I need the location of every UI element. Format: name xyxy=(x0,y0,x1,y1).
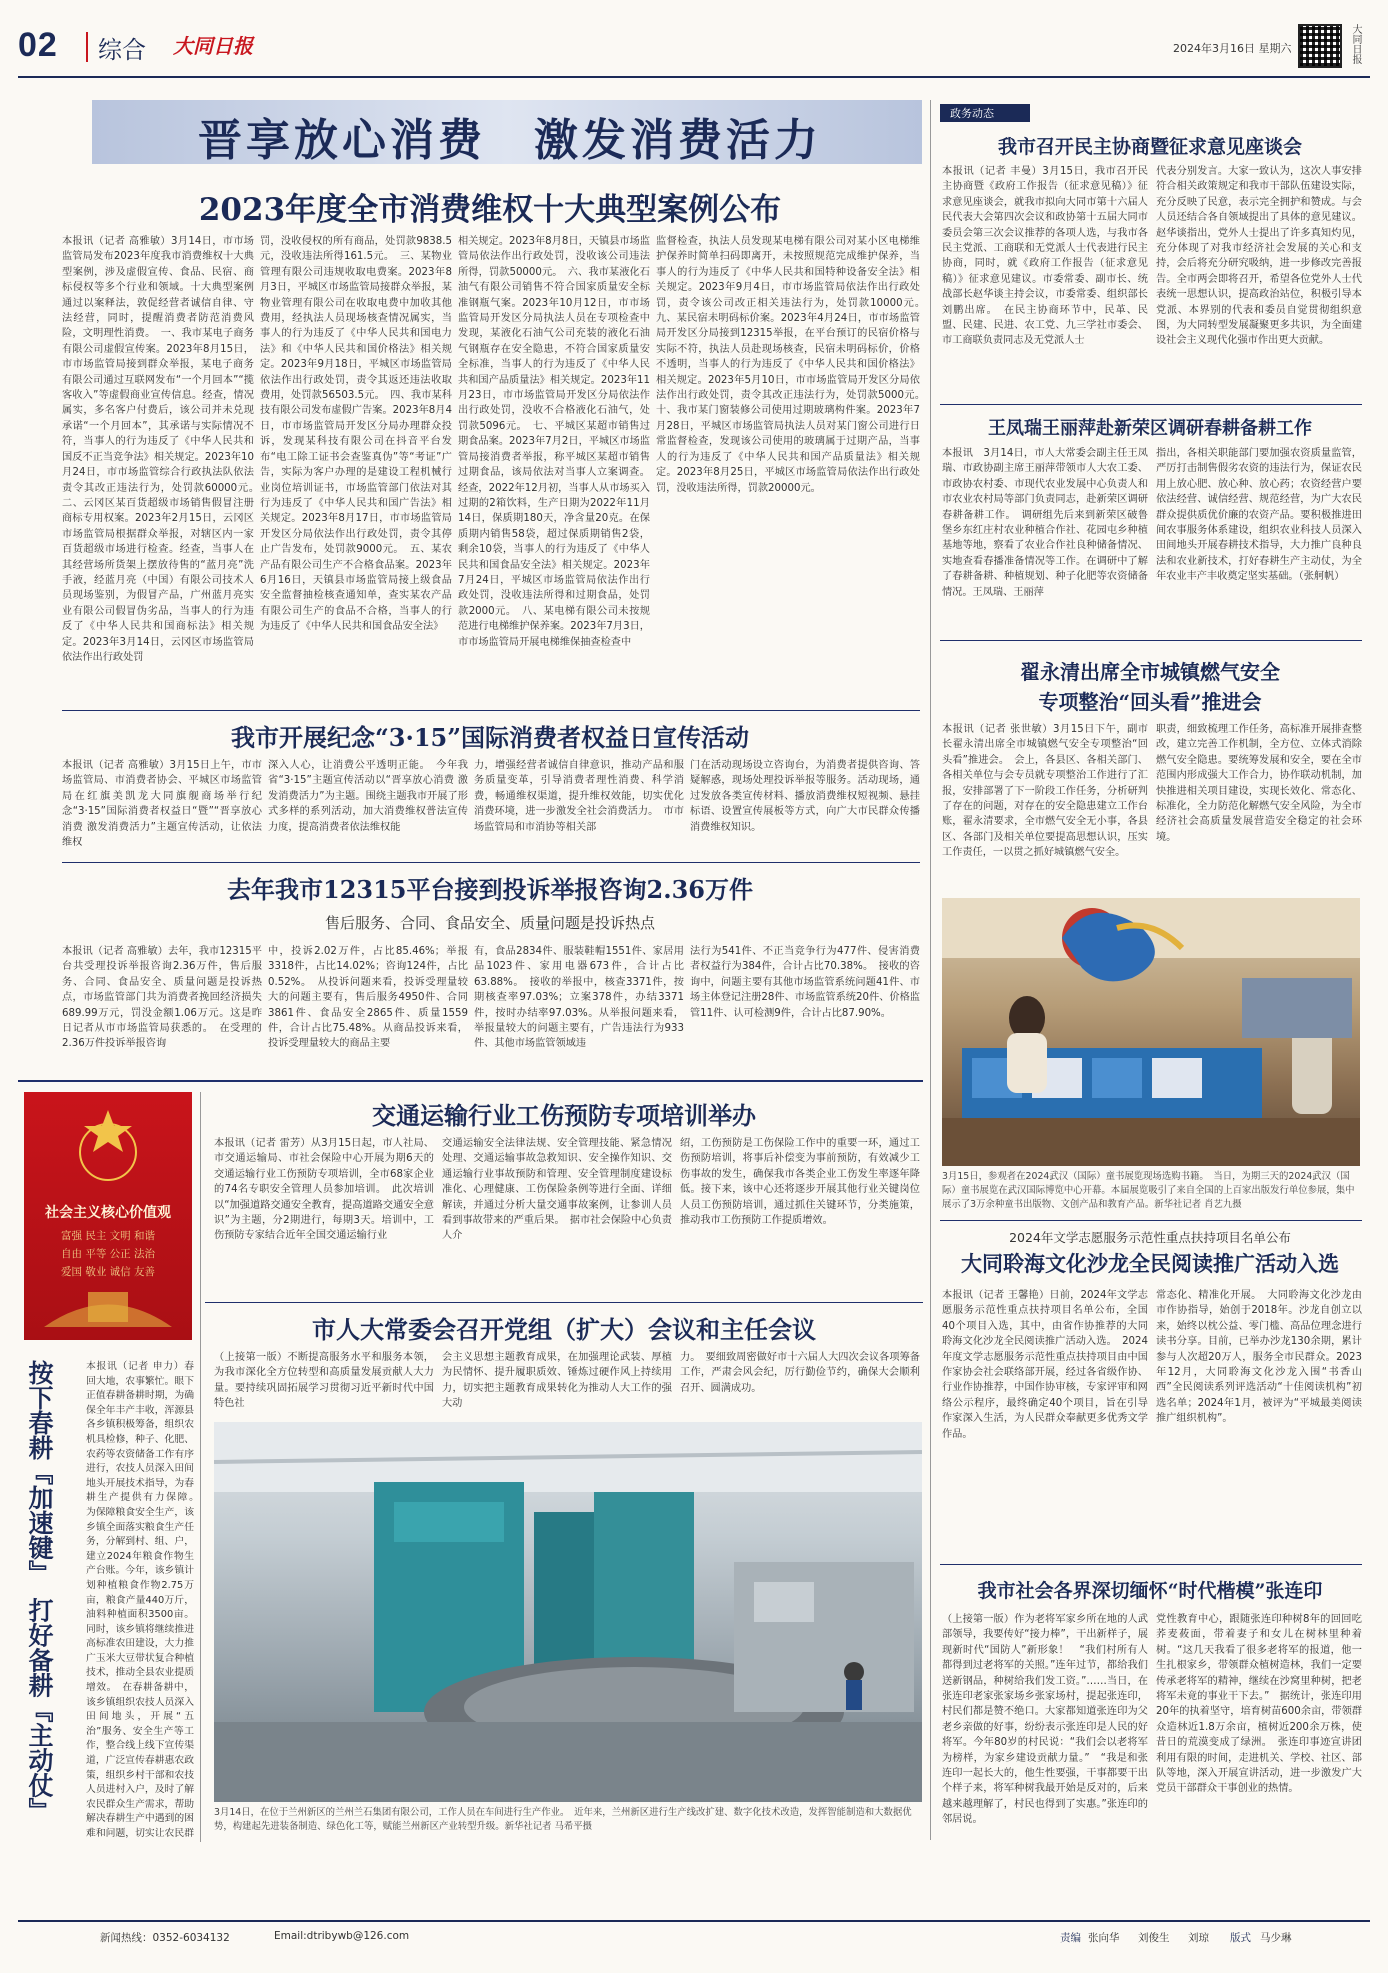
design-label: 版式 xyxy=(1230,1932,1251,1944)
footer-email: Email:dtribywb@126.com xyxy=(274,1930,410,1942)
banner-title: 晋享放心消费 激发消费活力 xyxy=(198,115,822,166)
art2-col-2: 深入人心，让消费公平透明正能。 今年我省“3·15”主题宣传活动以“晋享放心消费 激发消费活力”为主题。围绕主题我市开展了形式多样的系列活动，加大消费维权普法宣传力度，提高消费者依法维权能 xyxy=(268,760,468,833)
rside-a1-title: 我市召开民主协商暨征求意见座谈会 xyxy=(997,136,1302,158)
rside-a3-col-2: 职责，细致梳理工作任务，高标准开展排查整改，建立完善工作机制，全方位、立体式消除燃气安全隐患。要统筹发展和安全，要在全市范围内形成强大工作合力，协作联动机制，加快推进相关项目建设，实现长效化、常态化、标准化，全力防范化解燃气安全风险，为全市经济社会高质量发展营造安全稳定的社会环境。 xyxy=(1156,724,1362,843)
rside-a2-col-2: 指出，各相关职能部门要加强农资质量监管，严厉打击制售假劣农资的违法行为，保证农民用上放心肥、放心种、放心药；农资经营户要依法经营、诚信经营、规范经营，为广大农民群众提供质优价廉的农资产品。要积极推进田间农事服务体系建设，组织农业科技人员深入田间地头开展春耕技术指导，大力推广良种良法和农业新技术，打好春耕生产主动仗，为全年农业丰产丰收奠定坚实基础。（张舸帆） xyxy=(1156,448,1362,583)
art2-col-1: 本报讯（记者 高雅敏）3月15日上午，市市场监管局、市消费者协会、平城区市场监管局在红旗美凯龙大同旗舰商场举行纪念“3·15”国际消费者权益日“暨”“晋享放心消费 激发消费活力”主题宣传活动，让依法维权 xyxy=(62,760,262,849)
spring-plough-vertical-title: 按下春耕『加速键』 打好备耕『主动仗』 xyxy=(25,1360,54,1823)
art1-col-4: 监督检查，执法人员发现某电梯有限公司对某小区电梯维护保养时简单扫码即离开，未按照规范完成维护保养，当事人的行为违反了《中华人民共和国特种设备安全法》相关规定。2023年9月4日，市市场监管局依法作出行政处罚，责令该公司改正相关违法行为，处罚款10000元。 九、某民宿未明码标价案。2023年4月24日，市市场监管局开发区分局接到12315举报，在平台预订的民宿价格与实际不符，执法人员赴现场核查，民宿未明码标价，价格不透明，当事人的行为违反了《中华人民共和国价格法》相关规定。2023年5月10日，市市场监管局开发区分局依法作出行政处罚，责令其改正违法行为，处罚款5000元。 十、我市某门窗装修公司使用过期玻璃构件案。2023年7月28日，平城区市场监管局执法人员对某门窗公司进行日常监督检查，发现该公司使用的玻璃属于过期产品，当事人的行为违反了《中华人民共和国产品质量法》相关规定。2023年8月25日，平城区市场监管局依法作出行政处罚，没收违法所得，罚款20000元。 xyxy=(656,236,920,494)
core-values-line-2: 自由 平等 公正 法治 xyxy=(60,1248,155,1260)
bookfair-photo xyxy=(942,898,1360,1166)
paper-logo: 大同日报 xyxy=(173,34,253,58)
art6-col-3: 绍，工伤预防是工伤保险工作中的重要一环，通过工伤预防培训，将事后补偿变为事前预防，有效减少工伤事故的发生，确保我市各类企业工伤发生率逐年降低。接下来，该中心还将逐步开展其他行业关键岗位人员工伤预防培训，通过抓住关键环节，分类施策，推动我市工伤预防工作提质增效。 xyxy=(680,1138,920,1227)
art1-col-3: 相关规定。2023年8月8日，天镇县市场监管局依法作出行政处罚，没收该公司违法所得，罚款50000元。 六、我市某液化石油气有限公司销售不符合国家质量安全标准钢瓶气案。2023年10月12日，市市场监管局开发区分局执法人员在专项检查中发现，某液化石油气公司充装的液化石油气钢瓶存在安全隐患，不符合国家质量安全标准，当事人的行为违反了《中华人民共和国产品质量法》相关规定。2023年11月23日，市市场监管局开发区分局依法作出行政处罚，没收不合格液化石油气，处罚款5096元。 七、平城区某超市销售过期食品案。2023年7月2日，平城区市场监管局接消费者举报，称平城区某超市销售过期食品，该局依法对当事人立案调查。经查，2022年12月初，当事人从市场买入过期的2箱饮料，生产日期为2022年11月14日，保质期180天，净含量20克。在保质期内销售58袋，超过保质期销售2袋，剩余10袋，当事人的行为违反了《中华人民共和国食品安全法》相关规定。2023年7月24日，平城区市场监管局依法作出行政处罚，没收违法所得和过期食品，处罚款2000元。 八、某电梯有限公司未按规范进行电梯维护保养案。2023年7月3日，市市场监管局开展电梯维保抽查检查中 xyxy=(458,236,650,648)
art7-col-3: 力。 要细致周密做好市十六届人大四次会议各项筹备工作，严肃会风会纪，厉行勤俭节约，确保大会顺利召开、圆满成功。 xyxy=(680,1352,920,1394)
qr-label: 大同日报 xyxy=(1350,24,1361,64)
art1-title: 2023年度全市消费维权十大典型案例公布 xyxy=(198,192,782,228)
art3-title: 去年我市12315平台接到投诉举报咨询2.36万件 xyxy=(227,875,753,904)
core-values-box xyxy=(24,1092,192,1340)
art2-col-4: 门在活动现场设立咨询台，为消费者提供咨询、答疑解惑，现场处理投诉举报等服务。活动现场，通过发放各类宣传材料、播放消费维权短视频、悬挂标语、设置宣传展板等方式，向广大市民群众传播消费维权知识。 xyxy=(690,760,920,833)
rside-a1-col-1: 本报讯（记者 丰曼）3月15日，我市召开民主协商暨《政府工作报告（征求意见稿）》征求意见座谈会，就我市拟向大同市第十六届人民代表大会第四次会议和政协第十五届大同市委员会第三次会议推荐的各项人选，与我市各民主党派、工商联和无党派人士代表进行民主协商，同时，就《政府工作报告（征求意见稿）》征求意见建议。市委常委、副市长、统战部长赵华谈主持会议，市委常委、组织部长刘鹏出席。 在民主协商环节中，民革、民盟、民建、民进、农工党、九三学社市委会、市工商联负责同志及无党派人士 xyxy=(942,166,1148,347)
core-values-line-3: 爱国 敬业 诚信 友善 xyxy=(60,1266,155,1278)
art1-col-1: 本报讯（记者 高雅敏）3月14日，市市场监管局发布2023年度我市消费维权十大典型案例，涉及虚假宣传、食品、民宿、商标侵权等多个行业和领域。十大典型案例通过以案释法，敦促经营者诚信自律、守法经营，同时，提醒消费者防范消费风险，文明理性消费。 一、我市某电子商务有限公司虚假宣传案。2023年8月15日，市市场监管局接到群众举报，某电子商务有限公司通过互联网发布“一个月回本”“揽客收入”等虚假商业宣传信息。经查，情况属实，多名客户付费后，该公司并未兑现承诺“一个月回本”，其承诺与实际情况不符，当事人的行为违反了《中华人民共和国反不正当竞争法》相关规定。2023年10月24日，市市场监管综合行政执法队依法责令其改正违法行为，处罚款60000元。 二、云冈区某百货超级市场销售假冒注册商标专用权案。2023年2月15日，云冈区市场监管局根据群众举报，对辖区内一家百货超级市场进行检查。经查，当事人在其经营场所货架上摆放待售的“蓝月亮”洗手液，经蓝月亮（中国）有限公司技术人员现场鉴别，为假冒产品，广州蓝月亮实业有限公司假冒伪劣品，当事人的行为违反了《中华人民共和国商标法》相关规定。2023年3月14日，云冈区市场监管局依法作出行政处罚 xyxy=(62,236,254,663)
column-tag-label: 政务动态 xyxy=(950,107,994,120)
rside-a3-title-line1: 翟永清出席全市城镇燃气安全 xyxy=(1020,660,1280,684)
rside-a2-title: 王凤瑞王丽萍赴新荣区调研春耕备耕工作 xyxy=(988,418,1312,439)
core-values-line-1: 富强 民主 文明 和谐 xyxy=(60,1230,155,1242)
rside-a5-col-1: （上接第一版）作为老将军家乡所在地的人武部领导，我要传好“接力棒”，干出新样子，展现新时代“国防人”新形象！ “我们村所有人都得到过老将军的关照。”连年过节，都给我们送新钢品，种树给我们发工资。”……当日，在张连印老家张家场乡张家场村，提起张连印，村民们都是赞不绝口。大家都知道张连印为父老乡亲做的好事，纷纷表示张连印是人民的好将军。今年80岁的村民说：“我们会以老将军为榜样，为家乡建设贡献力量。” “我是和张连印一起长大的，他生性要强，干事都要干出个样子来，将军种树我最开始是反对的，后来越来越理解了，村民也得到了实惠。”张连印的邻居说。 xyxy=(942,1614,1148,1826)
rside-a4-col-2: 常态化、精准化开展。 大同聆海文化沙龙由市作协指导，始创于2018年。沙龙自创立以来，始终以枕公益、零门槛、高品位理念进行读书分享。目前，已举办沙龙130余期，累计参与人次超20万人，服务全市民群众。2023年12月，大同聆海文化沙龙入围“书香山西”全民阅读系列评选活动“十佳阅读机构”初选名单；2024年1月，被评为“平城最美阅读推广组织机构”。 xyxy=(1156,1290,1362,1425)
rside-a4-title: 大同聆海文化沙龙全民阅读推广活动入选 xyxy=(961,1251,1339,1276)
art7-title: 市人大常委会召开党组（扩大）会议和主任会议 xyxy=(312,1315,816,1344)
factory-scene xyxy=(214,1422,922,1802)
art3-col-1: 本报讯（记者 高雅敏）去年，我市12315平台共受理投诉举报咨询2.36万件，售后服务、合同、食品安全、质量问题是投诉热点，市场监管部门共为消费者挽回经济损失689.99万元，罚没金额1.06万元。这是昨日记者从市市场监管局获悉的。 在受理的2.36万件投诉举报咨询 xyxy=(62,946,262,1050)
header-rule xyxy=(18,76,1370,78)
core-values-title: 社会主义核心价值观 xyxy=(45,1205,171,1221)
rside-a2-col-1: 本报讯 3月14日，市人大常委会副主任王凤瑞、市政协副主席王丽萍带领市人大农工委、市政协农村委、市现代农业发展中心负责人和市农业农村局等部门负责同志，赴新荣区调研春耕备耕工作。 调研组先后来到新荣区破鲁堡乡东红庄村农业种植合作社、花园屯乡种植基地等地，察看了农业合作社良种储备情况、实地查看春播准备情况等工作。在调研中了解了春耕备耕、种植规划、种子化肥等农资储备情况。王凤瑞、王丽萍 xyxy=(942,448,1148,598)
editor-label: 责编 xyxy=(1060,1932,1081,1944)
rside-a3-col-1: 本报讯（记者 张世敏）3月15日下午，副市长翟永清出席全市城镇燃气安全专项整治“回头看”推进会。 会上，各县区、各相关部门、各相关单位与会专员就专项整治工作进行了汇报，安排部署了下一阶段工作任务，分析研判了存在的问题，对存在的安全隐患建立工作台账，翟永清要求，全市燃气安全无小事，各县区、各部门及相关单位要提高思想认识，压实工作责任，一以贯之抓好城镇燃气安全。 xyxy=(942,724,1148,859)
proof-name: 刘琼 xyxy=(1188,1932,1209,1944)
art1-col-2: 罚，没收侵权的所有商品，处罚款9838.5元，没收违法所得161.5元。 三、某物业管理有限公司违规收取电费案。2023年8月3日，平城区市场监管局接群众举报，某物业管理有限公司在收取电费中加收其他费用，经执法人员现场核查情况属实，当事人的行为违反了《中华人民共和国电力法》和《中华人民共和国价格法》相关规定。2023年9月18日，平城区市场监管局依法作出行政处罚，责令其返还违法收取费用，处罚款56503.5元。 四、我市某科技有限公司发布虚假广告案。2023年8月4日，市市场监管局开发区分局办理群众投诉，发现某科技有限公司在抖音平台发布“电工除工证书会查鉴真伪”等“考证”广告，实际为客户办理的是建设工程机械行业岗位培训证书，市场监管部门依法对其行为违反了《中华人民共和国广告法》相关规定。2023年8月17日，市市场监管局开发区分局依法作出行政处罚，责令其停止广告发布，处罚款9000元。 五、某农产品有限公司生产不合格食品案。2023年6月16日，天镇县市场监管局接上级食品安全监督抽检核查通知单，查实某农产品有限公司生产的食品不合格，当事人的行为违反了《中华人民共和国食品安全法》 xyxy=(260,236,452,633)
factory-photo xyxy=(214,1422,922,1802)
art2-title: 我市开展纪念“3·15”国际消费者权益日宣传活动 xyxy=(230,723,750,752)
art3-col-2: 中，投诉2.02万件，占比85.46%；举报3318件，占比14.02%；咨询124件，占比0.52%。 从投诉问题来看，投诉受理量较大的问题主要有，售后服务4950件、合同3861件、食品安全2865件、质量1559件，合计占比75.48%。从商品投诉来看，投诉受理量较大的商品主要 xyxy=(268,946,468,1050)
page-number: 02 xyxy=(18,26,58,64)
art7-col-1: （上接第一版）不断提高服务水平和服务本领，为我市深化全方位转型和高质量发展贡献人大力量。要持续巩固拓展学习贯彻习近平新时代中国特色社 xyxy=(214,1352,434,1410)
spring-plough-col: 本报讯（记者 申力）春回大地，农事繁忙。眼下正值春耕备耕时期，为确保全年丰产丰收，浑源县各乡镇积极筹备，组织农机具检修，种子、化肥、农药等农资储备工作有序进行，农技人员深入田间地头开展技术指导，为春耕生产提供有力保障。 为保障粮食安全生产，该乡镇全面落实粮食生产任务，分解到村、组、户，建立2024年粮食作物生产台账。今年，该乡镇计划种植粮食作物2.75万亩，粮食产量440万斤，油料种植面积3500亩。同时，该乡镇将继续推进高标准农田建设，大力推广玉米大豆带状复合种植技术，推动全县农业提质增效。 在春耕备耕中，该乡镇组织农技人员深入田间地头，开展“五治”服务、安全生产等工作，整合线上线下宣传渠道，广泛宣传春耕惠农政策，组织乡村干部和农技人员进村入户，及时了解农民群众生产需求，帮助解决春耕生产中遇到的困难和问题，切实让农民群 xyxy=(86,1361,194,1838)
rside-a5-col-2: 党性教育中心，跟随张连印种树8年的回回吃荞麦莜面，带着妻子和女儿在树林里种着树。“这几天我看了很多老将军的报道，他一生扎根家乡，带领群众植树造林，我们一定要传承老将军的精神，继续在沙窝里种树，把老将军未竟的事业干下去。” 据统计，张连印用20年的执着坚守，培育树苗600余亩，带领群众造林近1.8万余亩，植树近200余万株，使昔日的荒漠变成了绿洲。 张连印事迹宣讲团利用有限的时间，走进机关、学校、社区、部队等地，深入开展宣讲活动，进一步激发广大党员干部群众干事创业的热情。 xyxy=(1156,1614,1362,1795)
footer xyxy=(24,1928,1364,1948)
reviewer-name: 刘俊生 xyxy=(1138,1932,1170,1944)
art6-col-1: 本报讯（记者 雷芳）从3月15日起，市人社局、市交通运输局、市社会保险中心开展为期6天的交通运输行业工伤预防专项培训，全市68家企业的74名专职安全管理人员参加培训。 此次培训以“加强道路交通安全教育，提高道路交通安全意识”为主题，分2期进行，每期3天。培训中，工伤预防专家结合近年全国交通运输行业 xyxy=(214,1138,434,1242)
section-name: 综合 xyxy=(98,36,146,64)
rside-a1-col-2: 代表分别发言。大家一致认为，这次人事安排符合相关政策规定和我市干部队伍建设实际，充分反映了民意，表示完全拥护和赞成。与会人员还结合各自领域提出了具体的意见建议。赵华谈指出，党外人士提出了许多真知灼见，充分体现了对我市经济社会发展的关心和支持，会后将充分研究吸纳，进一步修改完善报告。全市两会即将召开，希望各位党外人士代表统一思想认识，提高政治站位，积极引导本党派、本界别的代表和委员自觉贯彻组织意图，为大同转型发展凝聚更多共识，为全面建设社会主义现代化强市作出更大贡献。 xyxy=(1156,166,1362,347)
bookfair-scene xyxy=(942,898,1360,1166)
qr-code xyxy=(1298,24,1342,68)
designer-name: 马少琳 xyxy=(1260,1932,1292,1944)
news-hotline: 新闻热线：0352-6034132 xyxy=(100,1932,230,1944)
art6-title: 交通运输行业工伤预防专项培训举办 xyxy=(372,1101,756,1130)
art3-col-4: 法行为541件、不正当竞争行为477件、侵害消费者权益行为384件，合计占比70.38%。 接收的咨询中，问题主要有其他市场监管系统问题41件、市场主体登记注册28件、市场监管系统20件、价格监管11件、认可检测9件，合计占比87.90%。 xyxy=(690,946,920,1019)
rside-a4-kicker: 2024年文学志愿服务示范性重点扶持项目名单公布 xyxy=(1009,1230,1291,1245)
rside-a5-title: 我市社会各界深切缅怀“时代楷模”张连印 xyxy=(977,1580,1323,1602)
art3-col-3: 有，食品2834件、服装鞋帽1551件、家居用品1023件、家用电器673件，合计占比63.88%。 接收的举报中，核查3371件，按期核查率97.03%；立案378件，办结3371件，按时办结率97.03%。从举报问题来看，举报量较大的问题主要有，广告违法行为933件、其他市场监管领域违 xyxy=(474,946,684,1050)
factory-caption: 3月14日，在位于兰州新区的兰州兰石集团有限公司，工作人员在车间进行生产作业。 近年来，兰州新区进行生产线改扩建、数字化技术改造，发挥智能制造和大数据优势，构建起先进装备制造、绿色化工等，赋能兰州新区产业转型升级。新华社记者 马希平摄 xyxy=(214,1807,912,1832)
art6-col-2: 交通运输安全法律法规、安全管理技能、紧急情况处理、交通运输事故急救知识、安全操作知识、交通运输行业事故预防和管理、安全管理制度建设标准化、心理健康、工伤保险条例等进行全面、详细解读，并通过分析大量交通事故案例，让参训人员看到事故带来的严重后果。 据市社会保险中心负责人介 xyxy=(442,1138,672,1242)
page-header xyxy=(18,24,1370,74)
issue-date: 2024年3月16日 星期六 xyxy=(1173,42,1292,55)
art2-col-3: 力，增强经营者诚信自律意识，推动产品和服务质量变革，引导消费者理性消费、科学消费，畅通维权渠道，提升维权效能，切实优化消费环境，进一步激发全社会消费活力。 市市场监管局和市消协等相关部 xyxy=(474,760,684,833)
rside-a4-col-1: 本报讯（记者 王馨艳）日前，2024年文学志愿服务示范性重点扶持项目名单公布，全国40个项目入选，其中，由省作协推荐的大同聆海文化沙龙全民阅读推广活动入选。 2024年度文学志愿服务示范性重点扶持项目由中国作家协会社会联络部开展，经过各省级作协、行业作协推荐，中国作协审核，专家评审和网络公示程序，最终确定40个项目，旨在引导作家深入生活，为人民群众奉献更多优秀文学作品。 xyxy=(942,1290,1148,1440)
bookfair-caption: 3月15日，参观者在2024武汉（国际）童书展览现场选购书籍。 当日，为期三天的2024武汉（国际）童书展览在武汉国际博览中心开幕。本届展览吸引了来自全国的上百家出版发行单位参展，集中展示了3万余种童书出版物、文创产品和教育产品。新华社记者 肖艺九摄 xyxy=(942,1171,1355,1210)
art7-col-2: 会主义思想主题教育成果，在加强理论武装、厚植为民情怀、提升履职质效、锤炼过硬作风上持续用力，切实把主题教育成果转化为推动人大工作的强大动 xyxy=(442,1352,672,1410)
rside-a3-title-line2: 专项整治“回头看”推进会 xyxy=(1038,690,1262,714)
editor-name: 张向华 xyxy=(1088,1932,1120,1944)
art3-subtitle: 售后服务、合同、食品安全、质量问题是投诉热点 xyxy=(324,914,655,932)
footer-rule xyxy=(18,1920,1370,1922)
